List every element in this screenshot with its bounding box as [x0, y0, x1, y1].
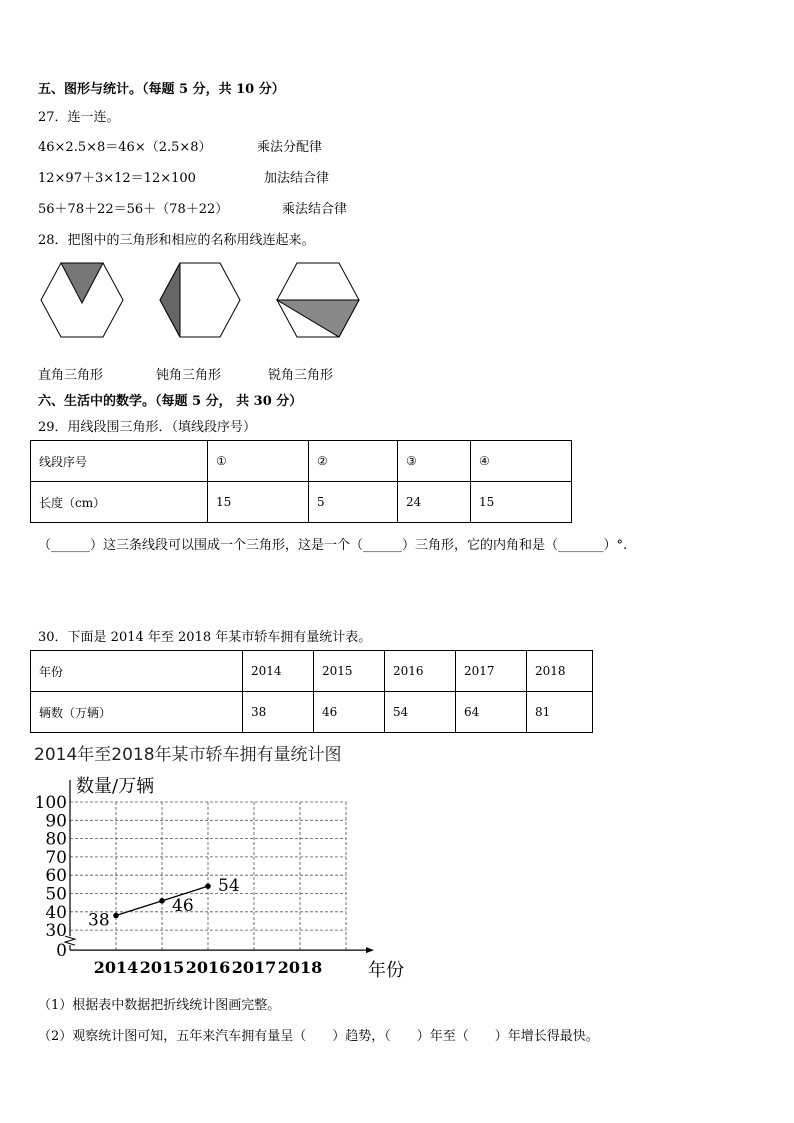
- data-point: [113, 913, 119, 919]
- x-tick-label: 2014: [93, 958, 139, 978]
- y-tick-label: 60: [45, 866, 67, 887]
- table-cell: 15: [208, 482, 309, 523]
- x-tick-label: 2018: [277, 958, 323, 978]
- q27-expression-3: 56＋78＋22＝56＋（78＋22）: [38, 202, 229, 217]
- table-cell: 2016: [385, 651, 456, 692]
- y-axis-label: 数量/万辆: [76, 776, 155, 797]
- table-cell: 2014: [243, 651, 314, 692]
- table-row: [31, 651, 593, 692]
- q29-table: [30, 440, 572, 523]
- table-cell: ④: [471, 441, 572, 482]
- table-cell: 年份: [31, 651, 243, 692]
- q27-title: 27．连一连。: [38, 110, 120, 125]
- chart-title: 2014年至2018年某市轿车拥有量统计图: [34, 745, 342, 765]
- y-tick-label: 90: [45, 811, 67, 832]
- q30-sub-question-2: （2）观察统计图可知，五年来汽车拥有量呈（ ）趋势，（ ）年至（ ）年增长得最快。: [38, 1029, 599, 1044]
- table-cell: 24: [398, 482, 471, 523]
- table-cell: 辆数（万辆）: [31, 692, 243, 733]
- y-tick-label: 40: [45, 902, 67, 923]
- line-chart: [28, 772, 408, 982]
- table-row: [31, 482, 572, 523]
- hexagon-figure-2: [160, 263, 240, 337]
- data-point: [205, 883, 211, 889]
- q28-name-right-triangle: 直角三角形: [38, 368, 104, 383]
- data-point: [159, 898, 165, 904]
- table-cell: 54: [385, 692, 456, 733]
- q30-table: [30, 650, 593, 733]
- table-row: [31, 441, 572, 482]
- q28-figures: [38, 260, 368, 342]
- x-tick-label: 2016: [185, 958, 231, 978]
- data-label: 54: [218, 876, 240, 897]
- table-cell: ②: [309, 441, 398, 482]
- y-tick-label: 30: [45, 921, 67, 942]
- q27-law-3: 乘法结合律: [282, 202, 348, 217]
- y-tick-label: 70: [45, 847, 67, 868]
- x-tick-label: 2015: [139, 958, 185, 978]
- y-tick-label: 80: [45, 829, 67, 850]
- table-cell: ③: [398, 441, 471, 482]
- table-cell: 46: [314, 692, 385, 733]
- table-cell: 2018: [527, 651, 593, 692]
- table-cell: 15: [471, 482, 572, 523]
- x-axis-arrow: [366, 947, 374, 953]
- table-cell: ①: [208, 441, 309, 482]
- q28-name-obtuse-triangle: 钝角三角形: [156, 368, 222, 383]
- y-tick-label: 0: [56, 941, 67, 962]
- hexagon-figure-1: [41, 263, 123, 337]
- table-cell: 2015: [314, 651, 385, 692]
- q30-title: 30．下面是 2014 年至 2018 年某市轿车拥有量统计表。: [38, 630, 372, 645]
- q29-title: 29．用线段围三角形．（填线段序号）: [38, 420, 257, 435]
- table-cell: 64: [456, 692, 527, 733]
- table-cell: 2017: [456, 651, 527, 692]
- q28-name-acute-triangle: 锐角三角形: [268, 368, 334, 383]
- y-tick-label: 50: [45, 884, 67, 905]
- section6-heading: 六、生活中的数学。（每题 5 分， 共 30 分）: [38, 394, 303, 409]
- y-tick-label: 100: [34, 793, 67, 813]
- q30-sub-question-1: （1）根据表中数据把折线统计图画完整。: [38, 998, 281, 1013]
- data-label: 46: [172, 895, 194, 916]
- x-axis-label: 年份: [368, 960, 404, 982]
- table-cell: 线段序号: [31, 441, 208, 482]
- q29-fill-in: （______）这三条线段可以围成一个三角形，这是一个（______）三角形，它的内角和是（_______）°.: [38, 538, 628, 553]
- x-tick-label: 2017: [231, 958, 277, 978]
- q27-expression-2: 12×97＋3×12＝12×100: [38, 171, 196, 186]
- hexagon-figure-3: [277, 263, 359, 337]
- q27-law-2: 加法结合律: [264, 171, 330, 186]
- table-cell: 长度（cm）: [31, 482, 208, 523]
- section5-heading: 五、图形与统计。（每题 5 分，共 10 分）: [38, 82, 285, 97]
- table-cell: 38: [243, 692, 314, 733]
- q28-title: 28．把图中的三角形和相应的名称用线连起来。: [38, 233, 315, 248]
- q27-law-1: 乘法分配律: [257, 140, 323, 155]
- q27-expression-1: 46×2.5×8＝46×（2.5×8）: [38, 140, 212, 155]
- table-cell: 81: [527, 692, 593, 733]
- data-label: 38: [88, 910, 110, 931]
- table-row: [31, 692, 593, 733]
- table-cell: 5: [309, 482, 398, 523]
